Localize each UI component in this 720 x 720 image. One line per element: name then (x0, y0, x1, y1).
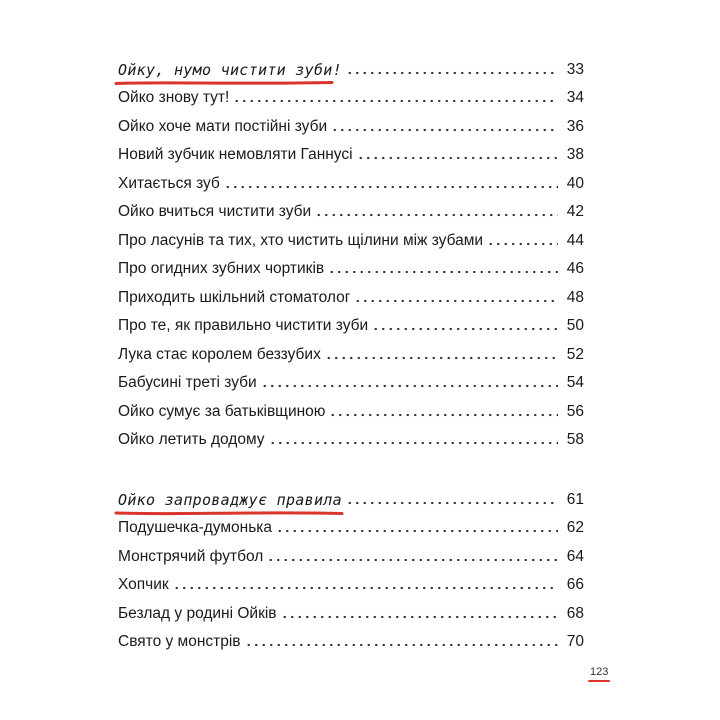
dot-leader (267, 558, 558, 562)
toc-entry-page: 62 (566, 519, 584, 536)
toc-entry-page: 50 (566, 317, 584, 334)
section-heading-page: 61 (566, 490, 584, 508)
toc-entry-page: 68 (566, 604, 584, 622)
toc-entry[interactable] (118, 596, 584, 625)
dot-leader (315, 213, 558, 217)
toc-entry[interactable] (118, 252, 584, 281)
toc-entry-page: 48 (566, 288, 584, 306)
toc-entry[interactable] (118, 394, 584, 423)
toc-entry-page: 54 (566, 374, 584, 391)
section-heading-title: Ойку, нумо чистити зуби! (118, 60, 342, 79)
toc-entry[interactable] (118, 109, 584, 138)
dot-leader (276, 529, 558, 533)
toc-entry[interactable] (118, 337, 584, 366)
dot-leader (233, 99, 558, 103)
page-number-text: 123 (590, 666, 609, 678)
toc-entry-title: Свято у монстрів (118, 633, 241, 650)
dot-leader (281, 615, 558, 619)
dot-leader (261, 384, 558, 388)
toc-entry[interactable] (118, 366, 584, 395)
toc-entry-page: 66 (566, 576, 584, 593)
dot-leader (354, 299, 558, 303)
toc-entry[interactable] (118, 195, 584, 224)
dot-leader (325, 356, 558, 360)
dot-leader (173, 586, 558, 590)
page-number (590, 666, 608, 678)
section-heading-title: Ойко запроваджує правила (118, 490, 342, 509)
toc-entry-title: Бабусині треті зуби (118, 374, 257, 391)
toc-entry[interactable] (118, 423, 584, 452)
section-heading[interactable] (118, 482, 584, 511)
toc-entry-title: Ойко сумує за батьківщиною (118, 402, 326, 420)
toc-entry-title: Про ласунів та тих, хто чистить щілини між зубами (118, 231, 484, 249)
dot-leader (372, 327, 558, 331)
toc-entry[interactable] (118, 138, 584, 167)
dot-leader (331, 128, 558, 132)
dot-leader (328, 270, 558, 274)
toc-entry-title: Монстрячий футбол (118, 547, 264, 565)
toc-entry-page: 46 (566, 260, 584, 277)
toc-entry[interactable] (118, 625, 584, 654)
toc-entry-page: 40 (566, 174, 584, 192)
toc-entry-title: Про те, як правильно чистити зуби (118, 317, 369, 334)
toc-entry-title: Про огидних зубних чортиків (118, 260, 325, 277)
toc-entry-page: 64 (566, 547, 584, 565)
toc-entry[interactable] (118, 166, 584, 195)
toc-entry[interactable] (118, 511, 584, 540)
toc-entry-title: Лука стає королем беззубих (118, 345, 321, 363)
toc-entry-title: Подушечка-думонька (118, 519, 273, 536)
dot-leader (245, 643, 558, 647)
dot-leader (269, 441, 558, 445)
toc-entry[interactable] (118, 81, 584, 110)
toc-entry[interactable] (118, 280, 584, 309)
toc-entry-page: 70 (566, 633, 584, 650)
toc-entry-page: 56 (566, 402, 584, 420)
dot-leader (346, 501, 558, 505)
toc-entry-title: Ойко летить додому (118, 431, 265, 448)
toc-entry[interactable] (118, 223, 584, 252)
toc-entry-title: Безлад у родині Ойків (118, 604, 277, 622)
toc-entry-title: Новий зубчик немовляти Ганнусі (118, 146, 353, 163)
toc-entry[interactable] (118, 568, 584, 597)
toc-entry-page: 34 (566, 89, 584, 106)
toc-entry[interactable] (118, 309, 584, 338)
toc-entry-title: Ойко знову тут! (118, 89, 230, 106)
toc-entry-page: 36 (566, 117, 584, 135)
toc-entry-page: 52 (566, 345, 584, 363)
section-heading-page: 33 (566, 60, 584, 78)
toc-entry[interactable] (118, 539, 584, 568)
section-heading[interactable] (118, 52, 584, 81)
toc-entry-page: 38 (566, 146, 584, 163)
toc-entry-title: Хитається зуб (118, 174, 220, 192)
dot-leader (329, 413, 558, 417)
page-number-underline (588, 680, 610, 682)
toc-entry-page: 44 (566, 231, 584, 249)
toc-entry-title: Ойко хоче мати постійні зуби (118, 117, 328, 135)
toc-section-1 (118, 52, 584, 451)
toc-entry-page: 58 (566, 431, 584, 448)
toc-entry-page: 42 (566, 203, 584, 220)
toc-entry-title: Хопчик (118, 576, 169, 593)
dot-leader (224, 185, 558, 189)
toc-entry-title: Приходить шкільний стоматолог (118, 288, 351, 306)
toc-entry-title: Ойко вчиться чистити зуби (118, 203, 312, 220)
dot-leader (357, 156, 558, 160)
dot-leader (346, 71, 558, 75)
toc-section-2 (118, 482, 584, 653)
dot-leader (487, 242, 558, 246)
